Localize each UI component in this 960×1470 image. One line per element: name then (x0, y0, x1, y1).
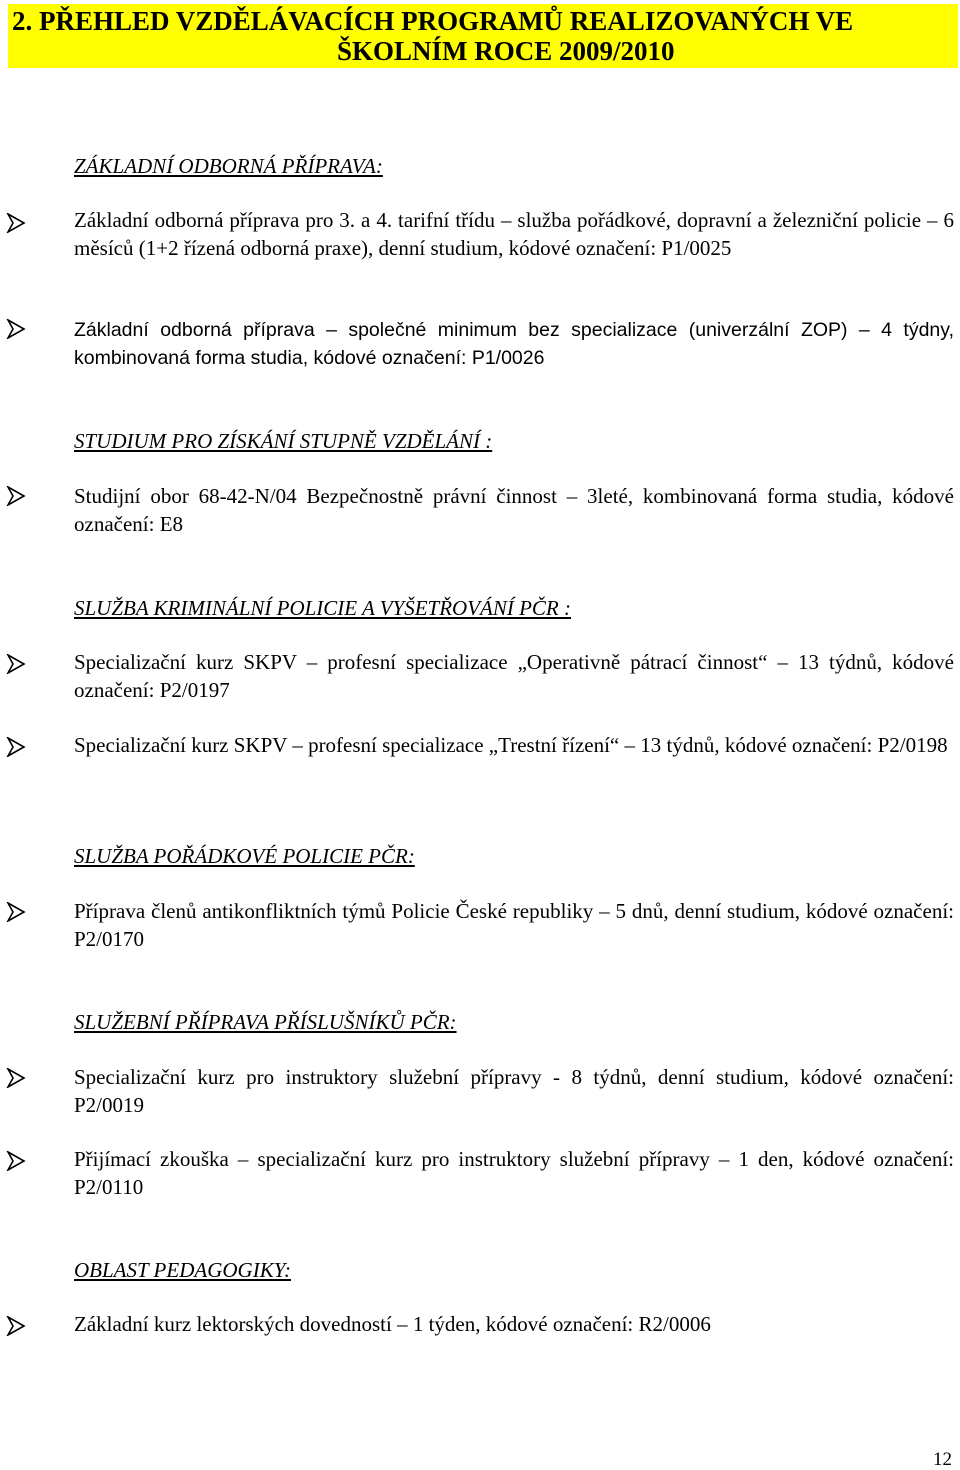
section-heading-basic-training: ZÁKLADNÍ ODBORNÁ PŘÍPRAVA: (74, 154, 383, 178)
chapter-title-line-1: 2. PŘEHLED VZDĚLÁVACÍCH PROGRAMŮ REALIZOVANÝCH VE (12, 6, 854, 36)
list-item: Specializační kurz SKPV – profesní specializace „Trestní řízení“ – 13 týdnů, kódové označení: P2/0198 (74, 733, 948, 757)
list-item: Specializační kurz pro instruktory služební přípravy - 8 týdnů, denní studium, kódové označení: P2/0019 (74, 1065, 954, 1117)
chapter-title (8, 4, 958, 68)
arrowhead-bullet-icon (6, 902, 26, 922)
arrowhead-bullet-icon (6, 654, 26, 674)
arrowhead-bullet-icon (6, 1068, 26, 1088)
section-heading-degree-study: STUDIUM PRO ZÍSKÁNÍ STUPNĚ VZDĚLÁNÍ : (74, 429, 493, 453)
section-heading-public-order-police: SLUŽBA POŘÁDKOVÉ POLICIE PČR: (74, 844, 415, 868)
chapter-title-line-2: ŠKOLNÍM ROCE 2009/2010 (337, 36, 675, 66)
list-item: Přijímací zkouška – specializační kurz pro instruktory služební přípravy – 1 den, kódové označení: P2/0110 (74, 1147, 954, 1199)
list-item: Základní kurz lektorských dovedností – 1 týden, kódové označení: R2/0006 (74, 1312, 711, 1336)
list-item: Specializační kurz SKPV – profesní specializace „Operativně pátrací činnost“ – 13 týdnů, kódové označení: P2/0197 (74, 650, 954, 702)
page-number: 12 (933, 1449, 952, 1470)
list-item: Základní odborná příprava – společné minimum bez specializace (univerzální ZOP) – 4 týdny, kombinovaná forma studia, kódové označení: P1/0026 (74, 319, 954, 369)
section-heading-pedagogy: OBLAST PEDAGOGIKY: (74, 1258, 292, 1282)
list-item: Studijní obor 68-42-N/04 Bezpečnostně právní činnost – 3leté, kombinovaná forma studia, kódové označení: E8 (74, 484, 954, 536)
arrowhead-bullet-icon (6, 737, 26, 757)
arrowhead-bullet-icon (6, 486, 26, 506)
list-item: Základní odborná příprava pro 3. a 4. tarifní třídu – služba pořádkové, dopravní a železniční policie – 6 měsíců (1+2 řízená odborná praxe), denní studium, kódové označení: P1/0025 (74, 208, 954, 260)
arrowhead-bullet-icon (6, 1151, 26, 1171)
arrowhead-bullet-icon (6, 1316, 26, 1336)
section-heading-criminal-police: SLUŽBA KRIMINÁLNÍ POLICIE A VYŠETŘOVÁNÍ PČR : (74, 596, 572, 620)
arrowhead-bullet-icon (6, 319, 26, 339)
list-item: Příprava členů antikonfliktních týmů Policie České republiky – 5 dnů, denní studium, kódové označení: P2/0170 (74, 899, 954, 951)
arrowhead-bullet-icon (6, 213, 26, 233)
section-heading-service-training: SLUŽEBNÍ PŘÍPRAVA PŘÍSLUŠNÍKŮ PČR: (74, 1010, 457, 1034)
